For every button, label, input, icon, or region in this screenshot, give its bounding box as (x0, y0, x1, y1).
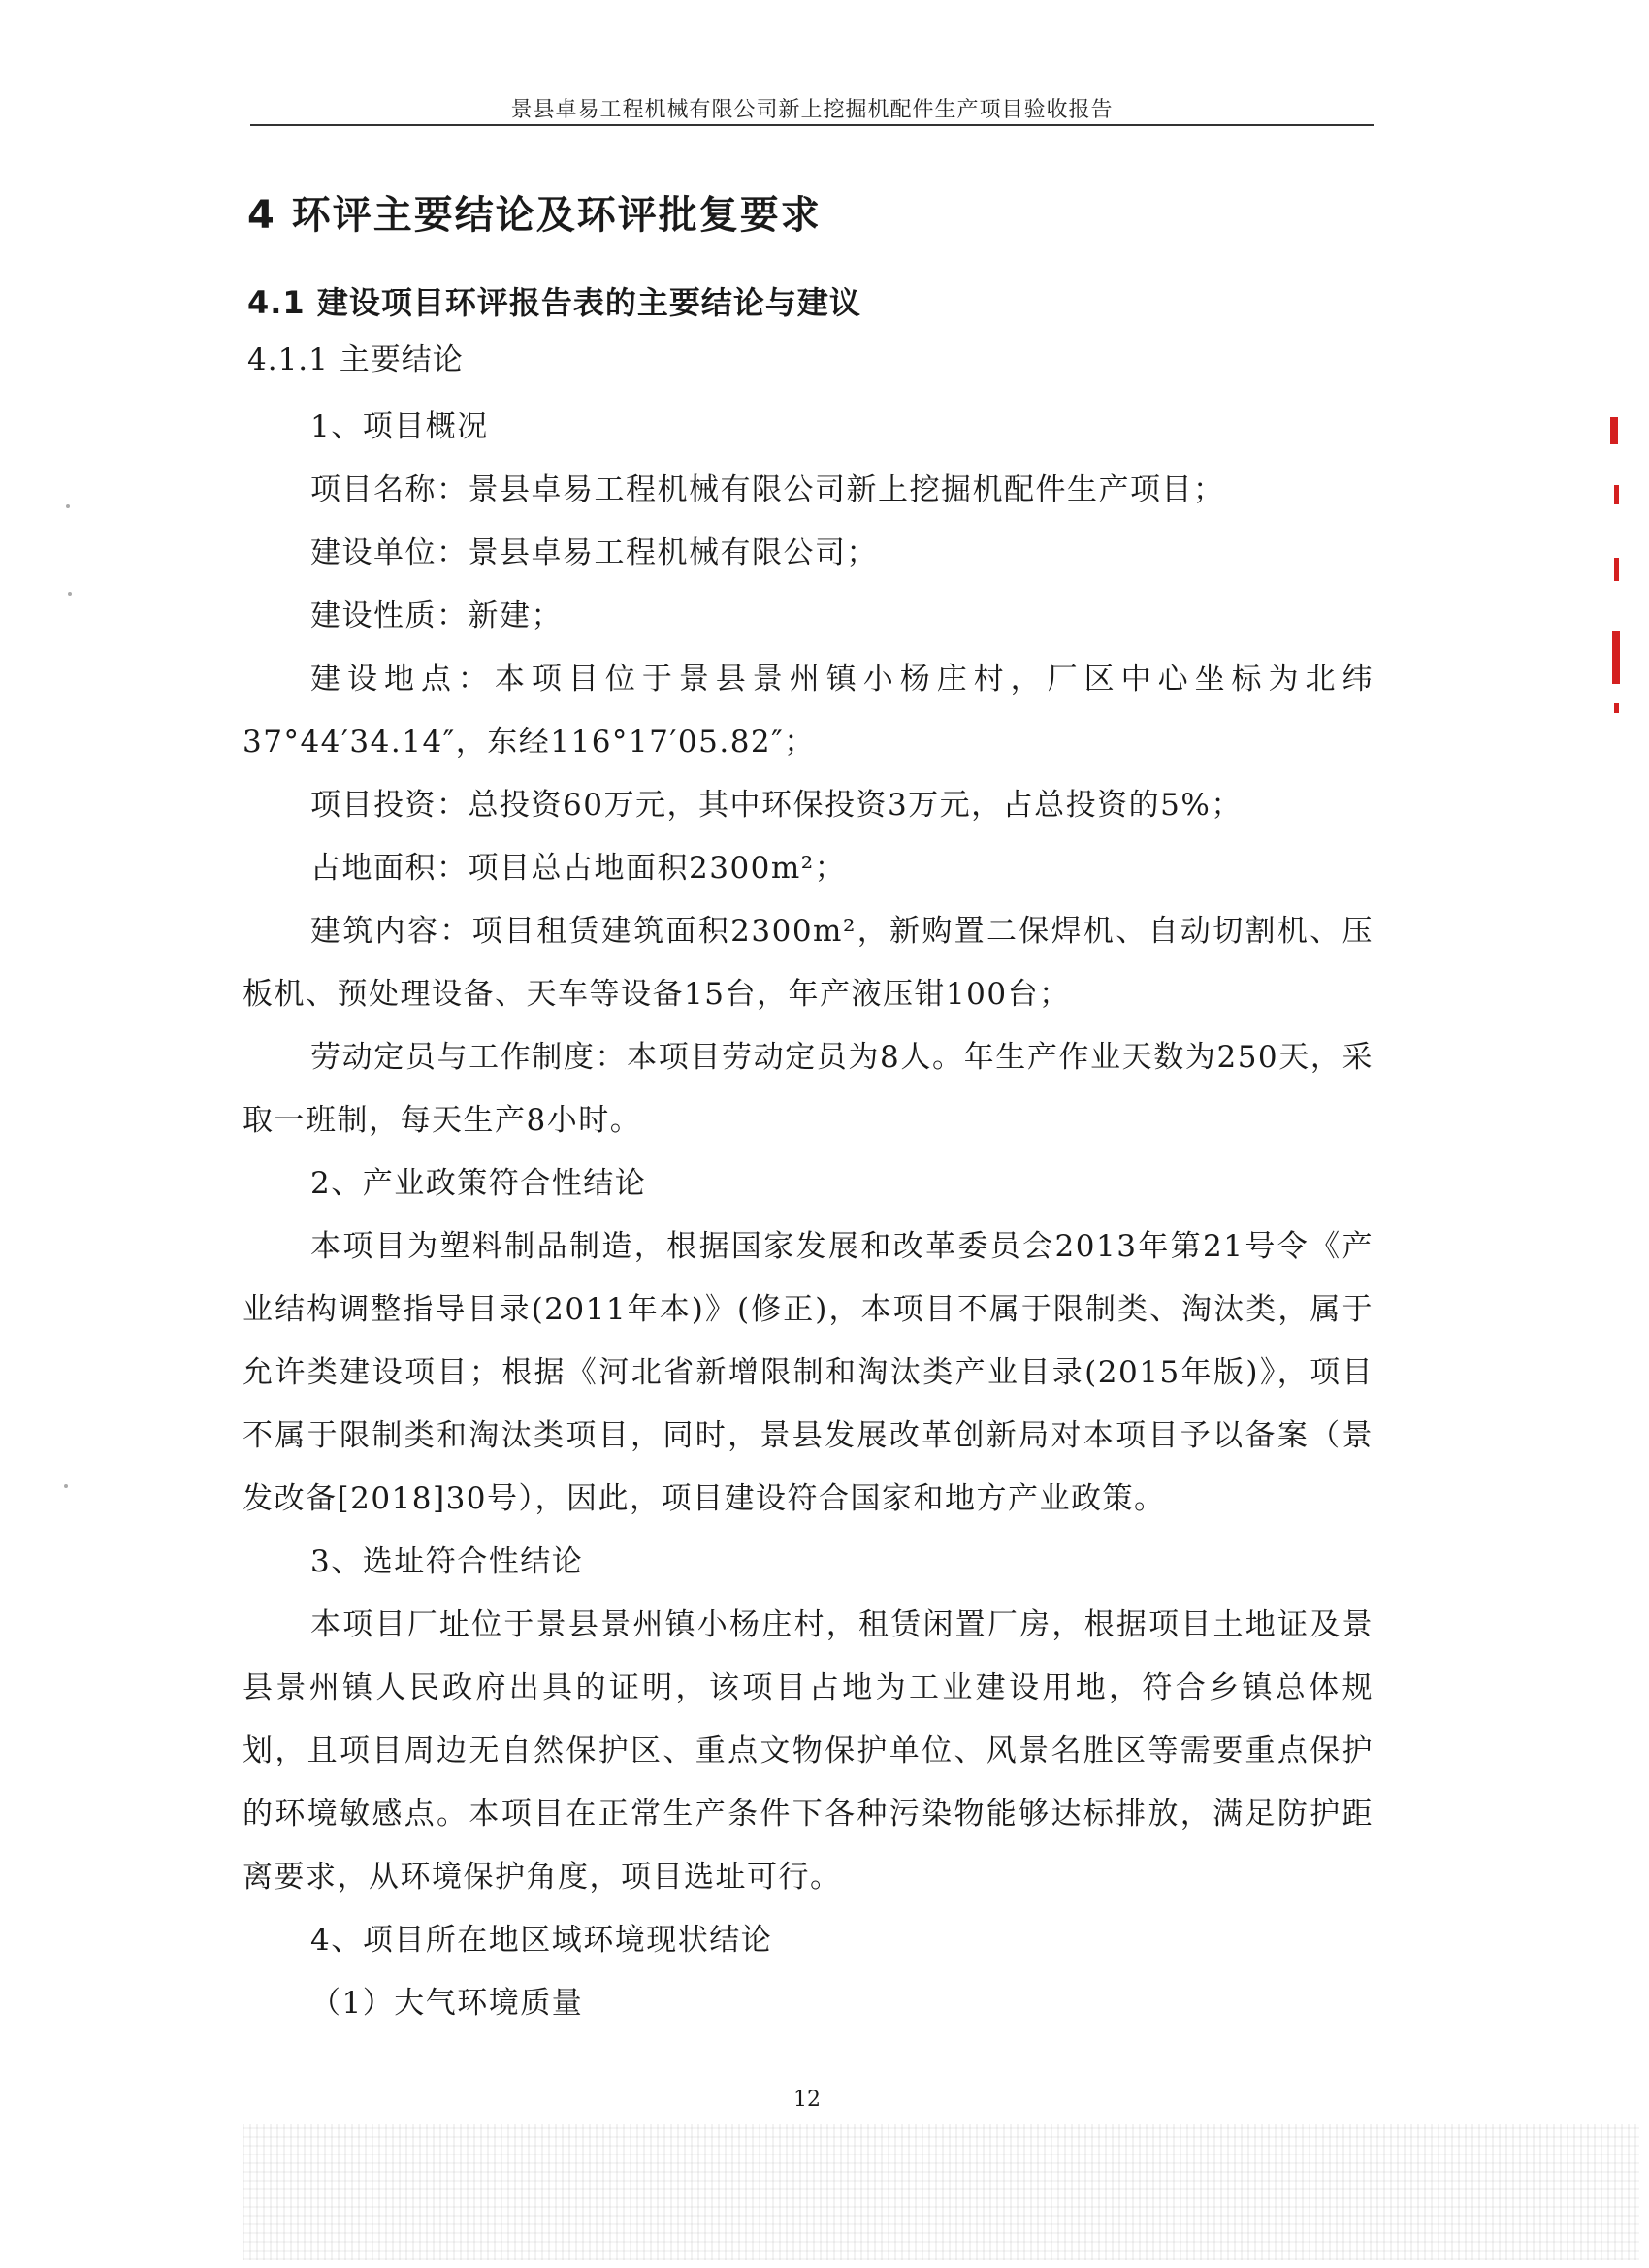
item-heading-siting: 3、选址符合性结论 (310, 1544, 584, 1579)
chapter-heading: 4 环评主要结论及环评批复要求 (247, 193, 822, 238)
labor-paragraph: 劳动定员与工作制度：本项目劳动定员为8人。年生产作业天数为250天，采取一班制，每天生产8小时。 (242, 1040, 1374, 1138)
policy-paragraph: 本项目为塑料制品制造，根据国家发展和改革委员会2013年第21号令《产业结构调整指导目录(2011年本)》(修正)，本项目不属于限制类、淘汰类，属于允许类建设项目；根据《河北省新增限制和淘汰类产业目录(2015年版)》，项目不属于限制类和淘汰类项目，同时，景县发展改革创新局对本项目予以备案（景发改备[2018]30号），因此，项目建设符合国家和地方产业政策。 (242, 1229, 1374, 1516)
scan-noise (242, 2124, 1639, 2260)
header-rule (250, 124, 1374, 126)
subsection-heading: 4.1.1 主要结论 (247, 342, 464, 377)
scan-mark-5 (1614, 703, 1619, 713)
location-paragraph: 建设地点：本项目位于景县景州镇小杨庄村，厂区中心坐标为北纬37°44′34.14″，东经116°17′05.82″； (242, 662, 1374, 760)
project-name-line: 项目名称：景县卓易工程机械有限公司新上挖掘机配件生产项目； (310, 472, 1225, 507)
item-heading-policy: 2、产业政策符合性结论 (310, 1166, 647, 1201)
siting-paragraph: 本项目厂址位于景县景州镇小杨庄村，租赁闲置厂房，根据项目土地证及景县景州镇人民政府出具的证明，该项目占地为工业建设用地，符合乡镇总体规划，且项目周边无自然保护区、重点文物保护单位、风景名胜区等需要重点保护的环境敏感点。本项目在正常生产条件下各种污染物能够达标排放，满足防护距离要求，从环境保护角度，项目选址可行。 (242, 1607, 1374, 1895)
item-heading-overview: 1、项目概况 (310, 409, 489, 444)
air-quality-heading: （1）大气环境质量 (310, 1986, 584, 2021)
investment-line: 项目投资：总投资60万元，其中环保投资3万元，占总投资的5%； (310, 788, 1243, 823)
scan-dot (66, 504, 70, 508)
builder-line: 建设单位：景县卓易工程机械有限公司； (310, 535, 878, 570)
page-content (242, 175, 1374, 2035)
scan-mark-1 (1610, 417, 1618, 444)
area-line: 占地面积：项目总占地面积2300m²； (310, 851, 847, 886)
construction-paragraph: 建筑内容：项目租赁建筑面积2300m²，新购置二保焊机、自动切割机、压板机、预处理设备、天车等设备15台，年产液压钳100台； (242, 914, 1374, 1012)
page-number: 12 (793, 2088, 821, 2112)
running-header: 景县卓易工程机械有限公司新上挖掘机配件生产项目验收报告 (510, 98, 1114, 122)
nature-line: 建设性质：新建； (310, 599, 563, 633)
scan-mark-3 (1614, 558, 1619, 581)
scan-dot (68, 592, 72, 596)
item-heading-environment: 4、项目所在地区域环境现状结论 (310, 1923, 773, 1958)
section-heading: 4.1 建设项目环评报告表的主要结论与建议 (247, 284, 861, 321)
scan-mark-4 (1612, 631, 1620, 684)
scan-mark-2 (1614, 485, 1619, 504)
scan-dot (64, 1484, 68, 1488)
